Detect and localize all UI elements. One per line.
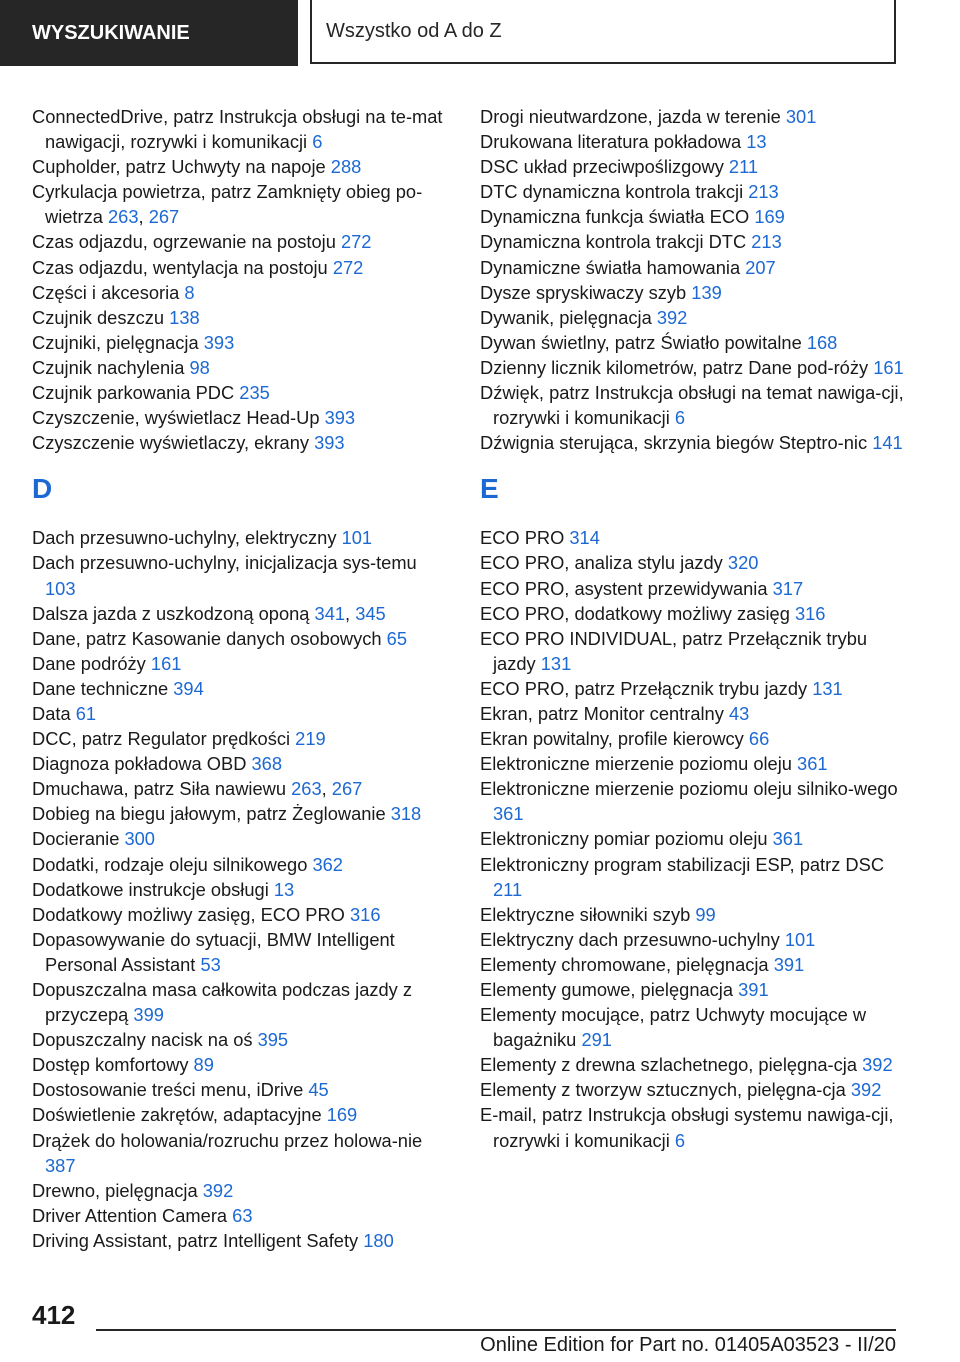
page-reference-link[interactable]: 393 bbox=[314, 432, 345, 454]
page-reference-link[interactable]: 169 bbox=[326, 1104, 358, 1126]
index-entry bbox=[480, 952, 910, 977]
index-entry bbox=[32, 550, 452, 600]
page-reference-link[interactable]: 387 bbox=[45, 1154, 76, 1176]
index-entry-text: Dopuszczalny nacisk na oś bbox=[32, 1029, 258, 1051]
index-entry-text: Elementy chromowane, pielęgnacja bbox=[480, 953, 774, 975]
index-entry bbox=[480, 255, 910, 280]
page-reference-link[interactable]: 168 bbox=[806, 331, 838, 353]
page-reference-link[interactable]: 8 bbox=[184, 281, 195, 303]
index-entry-text: Dalsza jazda z uszkodzoną oponą bbox=[32, 602, 315, 624]
page-reference-link[interactable]: 13 bbox=[746, 131, 767, 153]
index-entry-text: Dach przesuwno-uchylny, elektryczny bbox=[32, 527, 342, 549]
index-entry-text: Elektroniczny program stabilizacji ESP, patrz DSC bbox=[480, 853, 885, 875]
index-entry bbox=[480, 1077, 910, 1102]
index-entry-text: Czujnik nachylenia bbox=[32, 356, 190, 378]
index-entry-text: Dopuszczalna masa całkowita podczas jazdy z przyczepą bbox=[32, 979, 413, 1026]
index-entry-text: ECO PRO, asystent przewidywania bbox=[480, 577, 773, 599]
index-entry bbox=[32, 355, 452, 380]
index-entry-text: Czyszczenie wyświetlaczy, ekrany bbox=[32, 432, 315, 454]
index-entry bbox=[480, 280, 910, 305]
index-entry bbox=[32, 626, 452, 651]
index-entry-text: Drogi nieutwardzone, jazda w terenie bbox=[480, 106, 786, 127]
index-entry-text: Elektroniczne mierzenie poziomu oleju silniko‐wego bbox=[480, 778, 898, 800]
page-reference-link[interactable]: 301 bbox=[785, 106, 817, 127]
index-entry-text: ECO PRO, patrz Przełącznik trybu jazdy bbox=[480, 677, 813, 699]
page-reference-link[interactable]: 314 bbox=[569, 527, 600, 549]
index-entry-text: Dźwięk, patrz Instrukcja obsługi na temat nawiga‐cji, rozrywki i komunikacji bbox=[480, 382, 904, 429]
page-reference-link[interactable]: 207 bbox=[745, 256, 776, 278]
index-entry bbox=[32, 229, 452, 254]
index-entry bbox=[32, 1228, 452, 1253]
index-entry-text: Dywanik, pielęgnacja bbox=[480, 306, 657, 328]
index-entry bbox=[32, 1203, 452, 1228]
page-reference-link[interactable]: 392 bbox=[656, 306, 688, 328]
index-entry-text: Dopasowywanie do sytuacji, BMW Intelligent Personal Assistant bbox=[32, 928, 395, 975]
index-entry-text: Elektryczny dach przesuwno-uchylny bbox=[480, 928, 785, 950]
index-entry bbox=[32, 380, 452, 405]
index-entry-text: Elementy z tworzyw sztucznych, pielęgna‐cja bbox=[480, 1079, 851, 1101]
index-entry bbox=[480, 676, 910, 701]
page-reference-link[interactable]: 272 bbox=[332, 256, 364, 278]
index-entry-text: Elementy z drewna szlachetnego, pielęgna‐cja bbox=[480, 1054, 863, 1076]
index-entry bbox=[32, 927, 452, 977]
index-entry bbox=[32, 801, 452, 826]
index-entry-text: Dach przesuwno-uchylny, inicjalizacja sys‐temu bbox=[32, 552, 417, 574]
page-reference-link[interactable]: 341 bbox=[314, 602, 346, 624]
index-entry-text: Dysze spryskiwaczy szyb bbox=[480, 281, 692, 303]
index-entry bbox=[32, 305, 452, 330]
page-reference-link[interactable]: 263 bbox=[291, 778, 322, 800]
index-entry bbox=[32, 701, 452, 726]
index-entry bbox=[32, 1027, 452, 1052]
index-entry bbox=[480, 927, 910, 952]
index-entry-text: Części i akcesoria bbox=[32, 281, 185, 303]
index-entry-text: Dynamiczna kontrola trakcji DTC bbox=[480, 231, 752, 253]
index-entry-text: DSC układ przeciwpoślizgowy bbox=[480, 156, 729, 178]
page-reference-link[interactable]: 101 bbox=[784, 928, 816, 950]
index-entry-text: Elektroniczne mierzenie poziomu oleju bbox=[480, 753, 798, 775]
index-entry-text: DCC, patrz Regulator prędkości bbox=[32, 728, 296, 750]
page-reference-link[interactable]: 300 bbox=[124, 828, 155, 850]
index-entry bbox=[480, 525, 910, 550]
index-entry bbox=[32, 1077, 452, 1102]
index-entry-text: ConnectedDrive, patrz Instrukcja obsługi na te‐mat nawigacji, rozrywki i komunikacji bbox=[32, 106, 443, 153]
index-entry-text: ECO PRO INDIVIDUAL, patrz Przełącznik trybu jazdy bbox=[480, 627, 868, 674]
index-entry bbox=[32, 430, 452, 455]
page-reference-link[interactable]: 66 bbox=[748, 728, 770, 750]
page-reference-link[interactable]: 13 bbox=[273, 878, 295, 900]
index-entry-text: Ekran, patrz Monitor centralny bbox=[480, 702, 729, 724]
page-reference-link[interactable]: 169 bbox=[754, 206, 785, 228]
index-entry-text: Cupholder, patrz Uchwyty na napoje bbox=[32, 156, 331, 178]
page-reference-link[interactable]: 391 bbox=[738, 979, 769, 1000]
page-reference-link[interactable]: 395 bbox=[257, 1029, 289, 1051]
page-reference-link[interactable]: 161 bbox=[150, 652, 182, 674]
index-entry bbox=[32, 1128, 452, 1178]
index-entry-text: Elementy gumowe, pielęgnacja bbox=[480, 979, 739, 1000]
page-reference-link[interactable]: 288 bbox=[330, 156, 362, 178]
page-reference-link[interactable]: 267 bbox=[331, 778, 363, 800]
index-entry-text: ECO PRO bbox=[480, 527, 570, 549]
page-reference-link[interactable]: 138 bbox=[169, 306, 200, 328]
page-reference-link[interactable]: 6 bbox=[674, 1129, 686, 1151]
index-entry: Cyrkulacja powietrza, patrz Zamknięty obieg po‐wietrza 263, 267 bbox=[32, 181, 423, 228]
index-entry-text: Dźwignia sterująca, skrzynia biegów Steptro‐nic bbox=[480, 432, 873, 454]
index-entry-text: Doświetlenie zakrętów, adaptacyjne bbox=[32, 1104, 327, 1126]
page-reference-link[interactable]: 53 bbox=[200, 953, 221, 975]
index-entry-text: Driver Attention Camera bbox=[32, 1204, 233, 1226]
index-entry-text: Cyrkulacja powietrza, patrz Zamknięty obieg po‐wietrza bbox=[32, 181, 423, 228]
index-entry-text: Dostęp komfortowy bbox=[32, 1054, 194, 1076]
index-entry bbox=[480, 104, 910, 129]
index-entry bbox=[480, 601, 910, 626]
page-reference-link[interactable]: 211 bbox=[728, 156, 759, 178]
page-reference-link[interactable]: 45 bbox=[308, 1079, 329, 1101]
page-reference-link[interactable]: 43 bbox=[728, 702, 750, 724]
page-reference-link[interactable]: 6 bbox=[312, 131, 323, 153]
page-reference-link[interactable]: 6 bbox=[674, 407, 686, 429]
index-entry-text: E-mail, patrz Instrukcja obsługi systemu nawiga‐cji, rozrywki i komunikacji bbox=[480, 1104, 894, 1151]
index-entry: Dalsza jazda z uszkodzoną oponą 341, 345 bbox=[32, 602, 386, 624]
page-reference-link[interactable]: 316 bbox=[794, 602, 826, 624]
page-reference-link[interactable]: 213 bbox=[751, 231, 782, 253]
index-entry-text: Diagnoza pokładowa OBD bbox=[32, 753, 252, 775]
index-entry bbox=[480, 576, 910, 601]
page-reference-link[interactable]: 272 bbox=[340, 231, 372, 253]
index-entry-text: Ekran powitalny, profile kierowcy bbox=[480, 728, 749, 750]
index-entry bbox=[32, 330, 452, 355]
index-entry-text: Czyszczenie, wyświetlacz Head-Up bbox=[32, 407, 325, 429]
index-entry-text: Dynamiczna funkcja światła ECO bbox=[480, 206, 755, 228]
index-entry bbox=[32, 902, 452, 927]
section-title: WYSZUKIWANIE bbox=[32, 21, 190, 44]
index-entry bbox=[32, 255, 452, 280]
index-entry bbox=[480, 977, 910, 1002]
index-entry bbox=[32, 104, 452, 154]
index-entry bbox=[32, 525, 452, 550]
page-reference-link[interactable]: 320 bbox=[727, 552, 759, 574]
page-reference-link[interactable]: 368 bbox=[251, 753, 283, 775]
index-entry bbox=[480, 204, 910, 229]
page-reference-link[interactable]: 392 bbox=[850, 1079, 882, 1101]
page-reference-link[interactable]: 89 bbox=[193, 1054, 214, 1076]
page-reference-link[interactable]: 361 bbox=[493, 803, 524, 825]
index-entry bbox=[32, 751, 452, 776]
index-entry-text: Czujniki, pielęgnacja bbox=[32, 331, 204, 353]
chapter-header bbox=[310, 0, 896, 64]
page-reference-link[interactable]: 103 bbox=[45, 577, 76, 599]
page-reference-link[interactable]: 63 bbox=[232, 1204, 253, 1226]
page-reference-link[interactable]: 61 bbox=[75, 702, 97, 724]
index-entry-text: Dane techniczne bbox=[32, 677, 174, 699]
page-reference-link[interactable]: 318 bbox=[390, 803, 422, 825]
page-reference-link[interactable]: 361 bbox=[797, 753, 828, 775]
index-entry bbox=[480, 380, 910, 430]
index-entry-text: Docieranie bbox=[32, 828, 125, 850]
index-entry-text: Drewno, pielęgnacja bbox=[32, 1179, 203, 1201]
page-reference-link[interactable]: 345 bbox=[355, 602, 386, 624]
index-entry bbox=[32, 977, 452, 1027]
page-reference-link[interactable]: 391 bbox=[773, 953, 805, 975]
index-entry-text: DTC dynamiczna kontrola trakcji bbox=[480, 181, 749, 203]
section-tab bbox=[0, 0, 298, 66]
index-entry bbox=[32, 1052, 452, 1077]
index-entry bbox=[32, 280, 452, 305]
index-entry bbox=[32, 676, 452, 701]
index-entry bbox=[480, 129, 910, 154]
index-entry bbox=[480, 902, 910, 927]
index-entry bbox=[480, 305, 910, 330]
page-reference-link[interactable]: 317 bbox=[772, 577, 804, 599]
index-entry bbox=[480, 852, 910, 902]
index-entry bbox=[480, 179, 910, 204]
index-entry bbox=[32, 852, 452, 877]
index-letter-d: D bbox=[32, 473, 53, 505]
index-entry-text: Dostosowanie treści menu, iDrive bbox=[32, 1079, 309, 1101]
index-entry bbox=[480, 1052, 910, 1077]
index-column-left bbox=[32, 104, 452, 1253]
index-entry bbox=[480, 229, 910, 254]
index-entry-text: Czas odjazdu, wentylacja na postoju bbox=[32, 256, 333, 278]
page-reference-link[interactable]: 394 bbox=[173, 677, 204, 699]
chapter-title: Wszystko od A do Z bbox=[326, 19, 502, 42]
index-entry bbox=[480, 826, 910, 851]
index-entry-text: Dane podróży bbox=[32, 652, 151, 674]
page-reference-link[interactable]: 211 bbox=[493, 878, 523, 900]
index-entry-text: Dywan świetlny, patrz Światło powitalne bbox=[480, 331, 807, 353]
index-entry bbox=[32, 726, 452, 751]
index-entry bbox=[32, 154, 452, 179]
index-entry bbox=[480, 1102, 910, 1152]
page-reference-link[interactable]: 392 bbox=[862, 1054, 893, 1076]
index-entry-text: ECO PRO, analiza stylu jazdy bbox=[480, 552, 728, 574]
index-entry bbox=[480, 751, 910, 776]
index-entry-text: Data bbox=[32, 702, 76, 724]
page-reference-link[interactable]: 235 bbox=[239, 382, 270, 404]
index-entry-text: Czas odjazdu, ogrzewanie na postoju bbox=[32, 231, 341, 253]
page-reference-link[interactable]: 131 bbox=[540, 652, 572, 674]
page-reference-link[interactable]: 98 bbox=[189, 356, 210, 378]
index-entry bbox=[32, 877, 452, 902]
index-entry-text: Dodatkowe instrukcje obsługi bbox=[32, 878, 274, 900]
index-entry bbox=[480, 154, 910, 179]
page-reference-link[interactable]: 141 bbox=[872, 432, 903, 454]
page-reference-link[interactable]: 139 bbox=[691, 281, 722, 303]
index-column-right bbox=[480, 104, 910, 1153]
page-reference-link[interactable]: 361 bbox=[772, 828, 804, 850]
index-entry-text: Drukowana literatura pokładowa bbox=[480, 131, 747, 153]
index-entry bbox=[480, 776, 910, 826]
index-entry bbox=[32, 826, 452, 851]
index-entry-text: ECO PRO, dodatkowy możliwy zasięg bbox=[480, 602, 795, 624]
index-entry-text: Dzienny licznik kilometrów, patrz Dane pod‐róży bbox=[480, 356, 874, 378]
index-entry-text: Dane, patrz Kasowanie danych osobowych bbox=[32, 627, 387, 649]
index-entry bbox=[32, 405, 452, 430]
index-entry-text: Drążek do holowania/rozruchu przez holowa‐nie bbox=[32, 1129, 423, 1151]
index-entry bbox=[480, 430, 910, 455]
edition-note: Online Edition for Part no. 01405A03523 - II/20 bbox=[480, 1334, 896, 1356]
index-letter-e: E bbox=[480, 473, 499, 505]
page-reference-link[interactable]: 362 bbox=[312, 853, 343, 875]
footer-divider bbox=[96, 1329, 896, 1331]
index-entry-text: Czujnik parkowania PDC bbox=[32, 382, 240, 404]
page-reference-link[interactable]: 180 bbox=[363, 1229, 394, 1251]
page-reference-link[interactable]: 65 bbox=[386, 627, 408, 649]
page-reference-link[interactable]: 291 bbox=[581, 1029, 612, 1051]
index-entry bbox=[32, 651, 452, 676]
index-entry-text: Dodatki, rodzaje oleju silnikowego bbox=[32, 853, 313, 875]
page-reference-link[interactable]: 393 bbox=[203, 331, 235, 353]
page-reference-link[interactable]: 101 bbox=[341, 527, 373, 549]
page-reference-link[interactable]: 161 bbox=[873, 356, 904, 378]
index-entry-text: Dynamiczne światła hamowania bbox=[480, 256, 746, 278]
index-entry: Dmuchawa, patrz Siła nawiewu 263, 267 bbox=[32, 778, 363, 800]
index-entry bbox=[480, 1002, 910, 1052]
index-entry bbox=[32, 1178, 452, 1203]
index-entry bbox=[480, 355, 910, 380]
index-entry-text: Elementy mocujące, patrz Uchwyty mocujące w bagażniku bbox=[480, 1004, 867, 1051]
page-reference-link[interactable]: 392 bbox=[202, 1179, 234, 1201]
page-reference-link[interactable]: 131 bbox=[812, 677, 843, 699]
index-entry bbox=[480, 701, 910, 726]
page-reference-link[interactable]: 316 bbox=[350, 903, 381, 925]
page-reference-link[interactable]: 393 bbox=[324, 407, 356, 429]
index-entry bbox=[480, 726, 910, 751]
page-reference-link[interactable]: 399 bbox=[133, 1004, 164, 1026]
index-entry bbox=[480, 550, 910, 575]
index-entry bbox=[480, 626, 910, 676]
index-entry bbox=[480, 330, 910, 355]
page-reference-link[interactable]: 213 bbox=[748, 181, 779, 203]
page-reference-link[interactable]: 219 bbox=[295, 728, 326, 750]
page-reference-link[interactable]: 267 bbox=[148, 206, 180, 228]
index-entry-text: Driving Assistant, patrz Intelligent Safety bbox=[32, 1229, 364, 1251]
page-reference-link[interactable]: 99 bbox=[695, 903, 716, 925]
index-entry-text: Dobieg na biegu jałowym, patrz Żeglowanie bbox=[32, 803, 391, 825]
index-entry-text: Elektryczne siłowniki szyb bbox=[480, 903, 696, 925]
index-entry-text: Dodatkowy możliwy zasięg, ECO PRO bbox=[32, 903, 350, 925]
index-entry-text: Czujnik deszczu bbox=[32, 306, 170, 328]
index-entry-text: Elektroniczny pomiar poziomu oleju bbox=[480, 828, 773, 850]
page-number: 412 bbox=[32, 1300, 76, 1330]
index-entry-text: Dmuchawa, patrz Siła nawiewu bbox=[32, 778, 292, 800]
page-reference-link[interactable]: 263 bbox=[108, 206, 139, 228]
index-entry bbox=[32, 1102, 452, 1127]
